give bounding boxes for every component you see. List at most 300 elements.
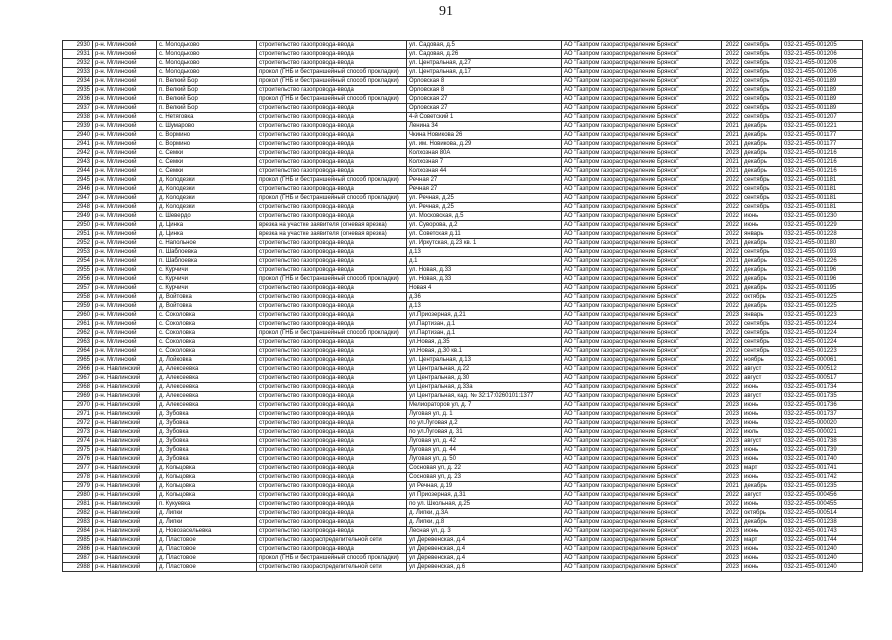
organization-cell: АО "Газпром газораспределение Брянск" [562,329,722,338]
district-cell: р-н. Мглинский [93,104,157,113]
address-cell: ул. Суворова, д.2 [407,221,562,230]
settlement-cell: д. Цинка [157,221,257,230]
year-cell: 2022 [722,374,742,383]
year-cell: 2022 [722,41,742,50]
work-type-cell: строительство газопровода-ввода [257,401,407,410]
code-cell: 032-21-455-001207 [782,113,863,122]
address-cell: ул.Новая, д.35 [407,338,562,347]
settlement-cell: д. Кольцовка [157,473,257,482]
organization-cell: АО "Газпром газораспределение Брянск" [562,104,722,113]
row-number: 2952 [63,239,93,248]
work-type-cell: строительство газопровода-ввода [257,59,407,68]
address-cell: ул. Центральная, д.27 [407,59,562,68]
table-row [63,464,863,473]
settlement-cell: с. Соколовка [157,320,257,329]
work-type-cell: строительство газопровода-ввода [257,356,407,365]
row-number: 2944 [63,167,93,176]
page-number: 91 [439,4,453,19]
work-type-cell: строительство газопровода-ввода [257,455,407,464]
organization-cell: АО "Газпром газораспределение Брянск" [562,536,722,545]
row-number: 2985 [63,536,93,545]
organization-cell: АО "Газпром газораспределение Брянск" [562,176,722,185]
code-cell: 032-22-455-001739 [782,446,863,455]
district-cell: р-н. Мглинский [93,275,157,284]
address-cell: д. Липки, д.8 [407,518,562,527]
table-row [63,221,863,230]
organization-cell: АО "Газпром газораспределение Брянск" [562,338,722,347]
district-cell: р-н. Мглинский [93,338,157,347]
code-cell: 032-21-455-001224 [782,320,863,329]
settlement-cell: д. Липки [157,509,257,518]
code-cell: 032-22-455-001736 [782,401,863,410]
district-cell: р-н. Мглинский [93,95,157,104]
organization-cell: АО "Газпром газораспределение Брянск" [562,41,722,50]
work-type-cell: строительство газопровода-ввода [257,86,407,95]
address-cell: Ленина 34 [407,122,562,131]
work-type-cell: строительство газопровода-ввода [257,248,407,257]
month-cell: сентябрь [742,320,782,329]
year-cell: 2022 [722,59,742,68]
settlement-cell: д. Пластовое [157,545,257,554]
code-cell: 032-21-455-001229 [782,221,863,230]
address-cell: Луговая ул, д. 42 [407,437,562,446]
year-cell: 2022 [722,491,742,500]
work-type-cell: строительство газопровода-ввода [257,41,407,50]
year-cell: 2022 [722,95,742,104]
organization-cell: АО "Газпром газораспределение Брянск" [562,293,722,302]
organization-cell: АО "Газпром газораспределение Брянск" [562,257,722,266]
work-type-cell: строительство газораспределительной сети [257,563,407,572]
table-row [63,248,863,257]
address-cell: Колхозная 7 [407,158,562,167]
work-type-cell: строительство газопровода-ввода [257,50,407,59]
month-cell: декабрь [742,284,782,293]
month-cell: декабрь [742,266,782,275]
work-type-cell: строительство газопровода-ввода [257,410,407,419]
year-cell: 2022 [722,293,742,302]
row-number: 2932 [63,59,93,68]
settlement-cell: с. Семки [157,149,257,158]
settlement-cell: п. Велкий Бор [157,86,257,95]
address-cell: Сосновая ул, д. 22 [407,464,562,473]
district-cell: р-н. Навлинский [93,509,157,518]
code-cell: 032-21-455-001226 [782,257,863,266]
year-cell: 2023 [722,473,742,482]
address-cell: ул. Речная, д.25 [407,203,562,212]
work-type-cell: строительство газопровода-ввода [257,518,407,527]
year-cell: 2023 [722,536,742,545]
row-number: 2963 [63,338,93,347]
month-cell: август [742,392,782,401]
year-cell: 2021 [722,122,742,131]
table-row [63,185,863,194]
year-cell: 2022 [722,176,742,185]
code-cell: 032-22-455-001735 [782,392,863,401]
work-type-cell: строительство газопровода-ввода [257,473,407,482]
organization-cell: АО "Газпром газораспределение Брянск" [562,563,722,572]
work-type-cell: строительство газопровода-ввода [257,149,407,158]
work-type-cell: строительство газопровода-ввода [257,365,407,374]
year-cell: 2021 [722,257,742,266]
work-type-cell: строительство газопровода-ввода [257,392,407,401]
code-cell: 032-21-455-001240 [782,563,863,572]
work-type-cell: строительство газопровода-ввода [257,257,407,266]
settlement-cell: д. Зубовка [157,428,257,437]
district-cell: р-н. Навлинский [93,365,157,374]
work-type-cell: прокол (ГНБ и бестраншейный способ прокладки) [257,554,407,563]
table-row [63,446,863,455]
organization-cell: АО "Газпром газораспределение Брянск" [562,545,722,554]
work-type-cell: строительство газопровода-ввода [257,293,407,302]
row-number: 2946 [63,185,93,194]
settlement-cell: с. Семки [157,158,257,167]
district-cell: р-н. Навлинский [93,392,157,401]
address-cell: ул. Садовая, д.26 [407,50,562,59]
settlement-cell: с. Молодьково [157,50,257,59]
address-cell: ул. им. Новикова, д.29 [407,140,562,149]
settlement-cell: д. Пластовое [157,536,257,545]
month-cell: июнь [742,212,782,221]
settlement-cell: д. Зубовка [157,437,257,446]
month-cell: август [742,437,782,446]
month-cell: июнь [742,419,782,428]
code-cell: 032-21-455-001181 [782,203,863,212]
address-cell: ул. Центральная, д.13 [407,356,562,365]
address-cell: ул. Новая, д.33 [407,266,562,275]
row-number: 2978 [63,473,93,482]
code-cell: 032-21-455-001223 [782,347,863,356]
organization-cell: АО "Газпром газораспределение Брянск" [562,194,722,203]
year-cell: 2023 [722,563,742,572]
address-cell: Речная 27 [407,185,562,194]
row-number: 2983 [63,518,93,527]
address-cell: д.13 [407,248,562,257]
gasification-table [62,40,863,572]
work-type-cell: строительство газопровода-ввода [257,464,407,473]
organization-cell: АО "Газпром газораспределение Брянск" [562,86,722,95]
table-row [63,176,863,185]
district-cell: р-н. Мглинский [93,239,157,248]
district-cell: р-н. Навлинский [93,473,157,482]
year-cell: 2022 [722,203,742,212]
district-cell: р-н. Навлинский [93,455,157,464]
row-number: 2936 [63,95,93,104]
month-cell: декабрь [742,239,782,248]
settlement-cell: с. Соколовка [157,347,257,356]
code-cell: 032-21-455-001205 [782,41,863,50]
year-cell: 2022 [722,77,742,86]
code-cell: 032-21-455-001225 [782,302,863,311]
row-number: 2972 [63,419,93,428]
year-cell: 2023 [722,545,742,554]
row-number: 2957 [63,284,93,293]
row-number: 2947 [63,194,93,203]
settlement-cell: п. Шаблоевка [157,248,257,257]
organization-cell: АО "Газпром газораспределение Брянск" [562,464,722,473]
table-row [63,212,863,221]
table-row [63,302,863,311]
code-cell: 032-22-455-001740 [782,455,863,464]
district-cell: р-н. Мглинский [93,284,157,293]
table-body [63,41,863,572]
settlement-cell: с. Семки [157,167,257,176]
settlement-cell: с. Вормино [157,140,257,149]
address-cell: Колхозная 44 [407,167,562,176]
month-cell: октябрь [742,509,782,518]
district-cell: р-н. Мглинский [93,212,157,221]
year-cell: 2023 [722,410,742,419]
district-cell: р-н. Мглинский [93,257,157,266]
table-row [63,239,863,248]
work-type-cell: строительство газопровода-ввода [257,284,407,293]
address-cell: д.36 [407,293,562,302]
code-cell: 032-22-455-000514 [782,509,863,518]
settlement-cell: д. Алексеевка [157,392,257,401]
code-cell: 032-21-455-001224 [782,338,863,347]
year-cell: 2022 [722,221,742,230]
address-cell: Орловская 8 [407,86,562,95]
code-cell: 032-22-455-000455 [782,500,863,509]
code-cell: 032-21-455-001189 [782,77,863,86]
code-cell: 032-21-455-001216 [782,158,863,167]
work-type-cell: строительство газопровода-ввода [257,338,407,347]
settlement-cell: с. Молодьково [157,41,257,50]
table-row [63,77,863,86]
year-cell: 2022 [722,185,742,194]
work-type-cell: строительство газопровода-ввода [257,185,407,194]
organization-cell: АО "Газпром газораспределение Брянск" [562,221,722,230]
address-cell: ул Центральная, д.33а [407,383,562,392]
month-cell: сентябрь [742,347,782,356]
table-row [63,392,863,401]
table-row [63,113,863,122]
code-cell: 032-22-455-001240 [782,545,863,554]
month-cell: июнь [742,473,782,482]
table-row [63,410,863,419]
code-cell: 032-21-455-001235 [782,482,863,491]
settlement-cell: п. Велкий Бор [157,77,257,86]
settlement-cell: с. Напольное [157,239,257,248]
table-row [63,131,863,140]
code-cell: 032-21-455-001189 [782,86,863,95]
month-cell: июль [742,428,782,437]
work-type-cell: строительство газопровода-ввода [257,158,407,167]
month-cell: декабрь [742,122,782,131]
work-type-cell: строительство газопровода-ввода [257,311,407,320]
row-number: 2980 [63,491,93,500]
month-cell: декабрь [742,257,782,266]
work-type-cell: прокол (ГНБ и бестраншейный способ прокладки) [257,329,407,338]
year-cell: 2022 [722,113,742,122]
organization-cell: АО "Газпром газораспределение Брянск" [562,266,722,275]
organization-cell: АО "Газпром газораспределение Брянск" [562,392,722,401]
address-cell: ул. Московская, д.5 [407,212,562,221]
organization-cell: АО "Газпром газораспределение Брянск" [562,365,722,374]
year-cell: 2022 [722,338,742,347]
work-type-cell: строительство газопровода-ввода [257,347,407,356]
table-row [63,230,863,239]
settlement-cell: д. Зубовка [157,455,257,464]
row-number: 2969 [63,392,93,401]
month-cell: сентябрь [742,104,782,113]
table-row [63,365,863,374]
table-row [63,149,863,158]
month-cell: август [742,374,782,383]
month-cell: июнь [742,383,782,392]
work-type-cell: строительство газопровода-ввода [257,545,407,554]
code-cell: 032-21-455-001206 [782,68,863,77]
table-row [63,86,863,95]
address-cell: Луговая ул, д. 1 [407,410,562,419]
row-number: 2941 [63,140,93,149]
year-cell: 2022 [722,428,742,437]
district-cell: р-н. Навлинский [93,374,157,383]
work-type-cell: прокол (ГНБ и бестраншейный способ прокладки) [257,275,407,284]
code-cell: 032-21-455-001189 [782,104,863,113]
settlement-cell: с. Шумарово [157,122,257,131]
row-number: 2934 [63,77,93,86]
year-cell: 2022 [722,509,742,518]
settlement-cell: д. Новозасельевка [157,527,257,536]
address-cell: ул Деревенская, д.4 [407,536,562,545]
code-cell: 032-22-455-001734 [782,383,863,392]
organization-cell: АО "Газпром газораспределение Брянск" [562,185,722,194]
work-type-cell: строительство газопровода-ввода [257,482,407,491]
table-row [63,320,863,329]
work-type-cell: врезка на участке заявителя (огневая врезка) [257,230,407,239]
district-cell: р-н. Мглинский [93,347,157,356]
code-cell: 032-22-455-001742 [782,473,863,482]
month-cell: октябрь [742,293,782,302]
settlement-cell: д. Пластовое [157,563,257,572]
district-cell: р-н. Мглинский [93,266,157,275]
row-number: 2962 [63,329,93,338]
table-row [63,356,863,365]
district-cell: р-н. Мглинский [93,86,157,95]
month-cell: сентябрь [742,248,782,257]
district-cell: р-н. Мглинский [93,248,157,257]
code-cell: 032-22-455-000021 [782,428,863,437]
row-number: 2977 [63,464,93,473]
address-cell: ул.Партизан, д.1 [407,329,562,338]
code-cell: 032-22-455-001738 [782,437,863,446]
organization-cell: АО "Газпром газораспределение Брянск" [562,527,722,536]
work-type-cell: строительство газопровода-ввода [257,131,407,140]
table-row [63,455,863,464]
address-cell: ул. Садовая, д.5 [407,41,562,50]
district-cell: р-н. Мглинский [93,131,157,140]
table-row [63,527,863,536]
district-cell: р-н. Мглинский [93,221,157,230]
settlement-cell: д. Колодезки [157,194,257,203]
month-cell: сентябрь [742,203,782,212]
month-cell: сентябрь [742,77,782,86]
work-type-cell: строительство газопровода-ввода [257,104,407,113]
month-cell: сентябрь [742,68,782,77]
row-number: 2955 [63,266,93,275]
address-cell: ул Речная, д.19 [407,482,562,491]
code-cell: 032-21-455-001181 [782,185,863,194]
district-cell: р-н. Мглинский [93,68,157,77]
work-type-cell: прокол (ГНБ и бестраншейный способ прокладки) [257,176,407,185]
table-row [63,473,863,482]
district-cell: р-н. Навлинский [93,500,157,509]
code-cell: 032-21-455-001181 [782,176,863,185]
organization-cell: АО "Газпром газораспределение Брянск" [562,275,722,284]
month-cell: сентябрь [742,185,782,194]
district-cell: р-н. Навлинский [93,419,157,428]
year-cell: 2022 [722,68,742,77]
row-number: 2943 [63,158,93,167]
address-cell: ул Деревенская, д.4 [407,545,562,554]
row-number: 2961 [63,320,93,329]
organization-cell: АО "Газпром газораспределение Брянск" [562,239,722,248]
year-cell: 2022 [722,266,742,275]
table-row [63,545,863,554]
district-cell: р-н. Навлинский [93,401,157,410]
table-row [63,284,863,293]
settlement-cell: с. Курчичи [157,275,257,284]
year-cell: 2023 [722,437,742,446]
month-cell: сентябрь [742,41,782,50]
row-number: 2942 [63,149,93,158]
work-type-cell: строительство газопровода-ввода [257,113,407,122]
address-cell: ул Приозерная, д.31 [407,491,562,500]
district-cell: р-н. Мглинский [93,293,157,302]
code-cell: 032-22-455-001744 [782,536,863,545]
district-cell: р-н. Мглинский [93,77,157,86]
year-cell: 2022 [722,500,742,509]
table-row [63,68,863,77]
district-cell: р-н. Навлинский [93,536,157,545]
code-cell: 032-21-455-001180 [782,239,863,248]
row-number: 2953 [63,248,93,257]
district-cell: р-н. Мглинский [93,113,157,122]
organization-cell: АО "Газпром газораспределение Брянск" [562,428,722,437]
organization-cell: АО "Газпром газораспределение Брянск" [562,455,722,464]
month-cell: сентябрь [742,50,782,59]
address-cell: Новая 4 [407,284,562,293]
month-cell: декабрь [742,167,782,176]
table-row [63,311,863,320]
month-cell: июнь [742,563,782,572]
month-cell: июнь [742,500,782,509]
year-cell: 2021 [722,167,742,176]
year-cell: 2023 [722,149,742,158]
row-number: 2939 [63,122,93,131]
month-cell: июнь [742,410,782,419]
address-cell: Орловская 8 [407,77,562,86]
row-number: 2965 [63,356,93,365]
organization-cell: АО "Газпром газораспределение Брянск" [562,212,722,221]
year-cell: 2022 [722,302,742,311]
district-cell: р-н. Мглинский [93,302,157,311]
address-cell: Мелиораторов ул, д. 7 [407,401,562,410]
month-cell: январь [742,230,782,239]
code-cell: 032-21-455-001181 [782,194,863,203]
year-cell: 2022 [722,194,742,203]
row-number: 2979 [63,482,93,491]
month-cell: декабрь [742,275,782,284]
settlement-cell: д. Колодезки [157,203,257,212]
district-cell: р-н. Мглинский [93,185,157,194]
row-number: 2959 [63,302,93,311]
table-row [63,293,863,302]
address-cell: ул. Центральная, д.17 [407,68,562,77]
organization-cell: АО "Газпром газораспределение Брянск" [562,131,722,140]
district-cell: р-н. Навлинский [93,545,157,554]
year-cell: 2021 [722,140,742,149]
